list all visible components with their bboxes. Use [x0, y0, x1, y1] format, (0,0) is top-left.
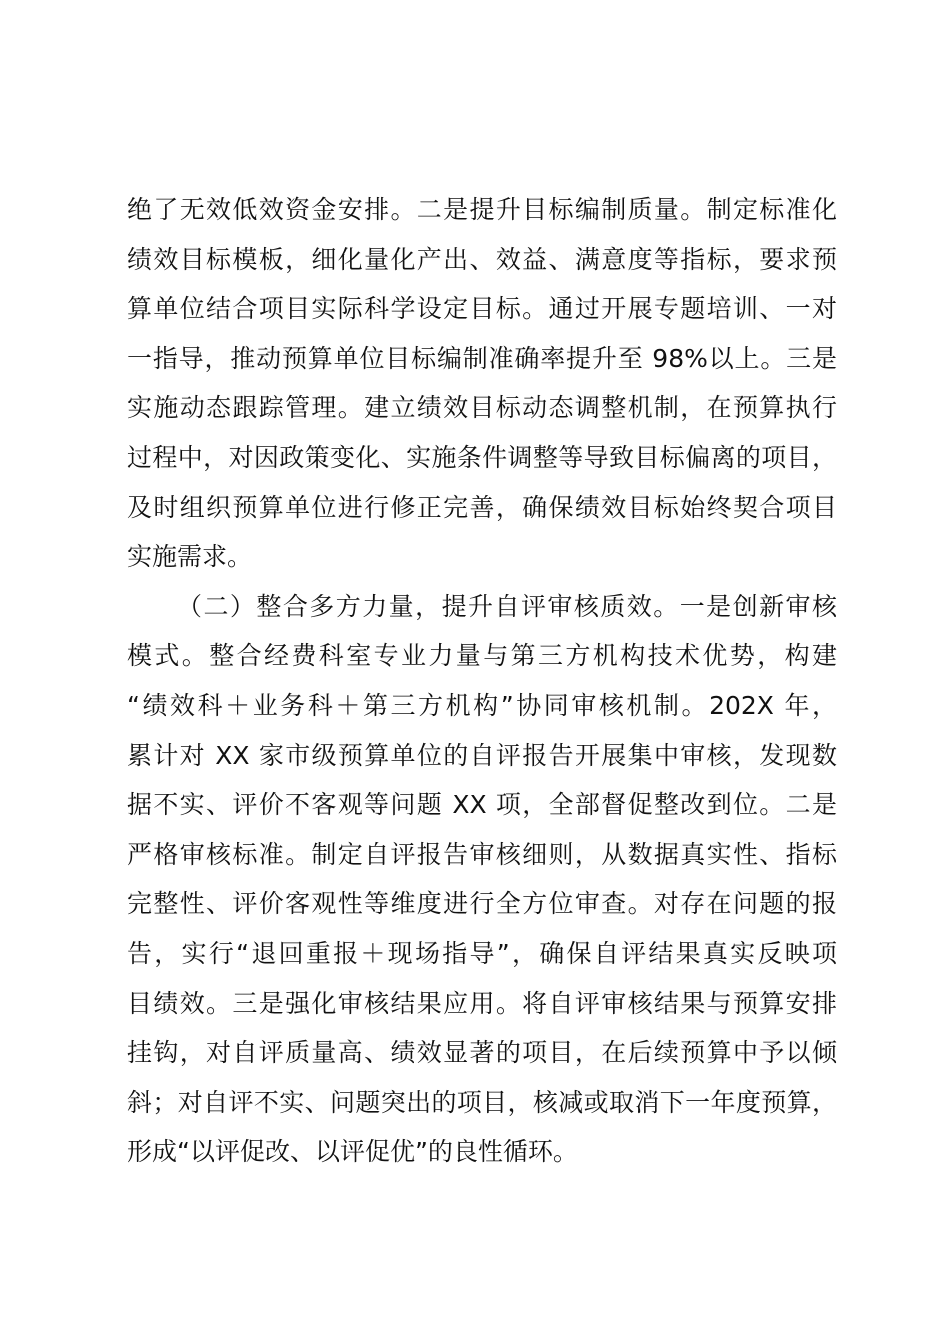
- paragraph-line: 一指导，推动预算单位目标编制准确率提升至 98%以上。三是: [127, 343, 837, 373]
- paragraph-line: 实施动态跟踪管理。建立绩效目标动态调整机制，在预算执行: [127, 393, 837, 423]
- paragraph-line: 目绩效。三是强化审核结果应用。将自评审核结果与预算安排: [127, 988, 837, 1018]
- paragraph-line: 斜；对自评不实、问题突出的项目，核减或取消下一年度预算，: [127, 1087, 837, 1117]
- document-body: [127, 185, 837, 1177]
- paragraph-line: （二）整合多方力量，提升自评审核质效。一是创新审核: [177, 591, 837, 621]
- paragraph-line: 绝了无效低效资金安排。二是提升目标编制质量。制定标准化: [127, 195, 837, 224]
- paragraph-line: 模式。整合经费科室专业力量与第三方机构技术优势，构建: [127, 641, 837, 671]
- paragraph-line: 据不实、评价不客观等问题 XX 项，全部督促整改到位。二是: [127, 790, 837, 820]
- paragraph-line: “绩效科＋业务科＋第三方机构”协同审核机制。202X 年，: [127, 690, 837, 720]
- paragraph-line: 绩效目标模板，细化量化产出、效益、满意度等指标，要求预: [127, 244, 837, 274]
- paragraph-line: 实施需求。: [127, 542, 253, 572]
- paragraph-line: 挂钩，对自评质量高、绩效显著的项目，在后续预算中予以倾: [127, 1038, 837, 1068]
- paragraph-2: [127, 582, 837, 1177]
- paragraph-line: 累计对 XX 家市级预算单位的自评报告开展集中审核，发现数: [127, 740, 837, 770]
- paragraph-line: 及时组织预算单位进行修正完善，确保绩效目标始终契合项目: [127, 492, 837, 522]
- paragraph-line: 形成“以评促改、以评促优”的良性循环。: [127, 1137, 578, 1167]
- paragraph-line: 严格审核标准。制定自评报告审核细则，从数据真实性、指标: [127, 839, 837, 869]
- paragraph-1: [127, 185, 837, 582]
- paragraph-line: 过程中，对因政策变化、实施条件调整等导致目标偏离的项目，: [127, 442, 837, 472]
- paragraph-line: 完整性、评价客观性等维度进行全方位审查。对存在问题的报: [127, 889, 837, 919]
- paragraph-line: 算单位结合项目实际科学设定目标。通过开展专题培训、一对: [127, 294, 837, 324]
- paragraph-line: 告，实行“退回重报＋现场指导”，确保自评结果真实反映项: [127, 938, 837, 968]
